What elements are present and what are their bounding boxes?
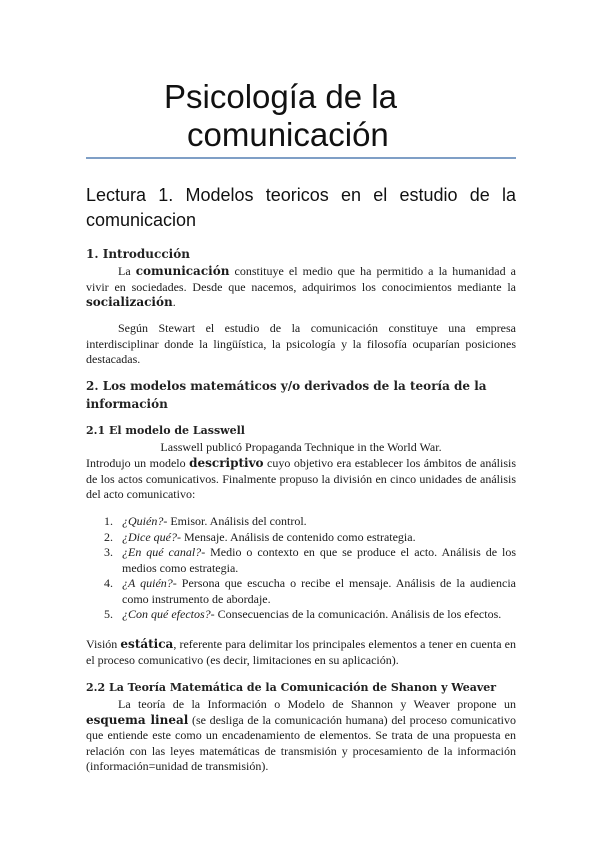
vision-paragraph: Visión estática, referente para delimitar los principales elementos a tener en cuenta en el proceso comunicativo (es decir, limitaciones en su aplicación).	[86, 637, 516, 667]
subsection-2-1-heading: 2.1 El modelo de Lasswell	[86, 424, 245, 437]
shannon-paragraph: La teoría de la Información o Modelo de Shannon y Weaver propone un esquema lineal (se desliga de la comunicación humana) del proceso comunicativo que entiende este como un encadenamiento de elementos. Se trata de una propuesta en relación con las leyes matemáticas de transmisión y procesamiento de la información (información=unidad de transmisión).	[86, 697, 516, 773]
lecture-heading: Lectura 1. Modelos teoricos en el estudio de la comunicacion	[86, 185, 516, 230]
subsection-2-2-heading: 2.2 La Teoría Matemática de la Comunicación de Shanon y Weaver	[86, 681, 497, 694]
list-item: 2. ¿Dice qué?- Mensaje. Análisis de contenido como estrategia.	[104, 529, 416, 544]
title-line-1: Psicología de la	[164, 78, 397, 115]
lasswell-intro: Introdujo un modelo descriptivo cuyo objetivo era establecer los ámbitos de análisis de los actos comunicativos. Finalmente propuso la división en cinco unidades de análisis del acto comunicativo:	[86, 456, 517, 501]
lasswell-list	[86, 514, 516, 623]
list-item: 4. ¿A quién?- Persona que escucha o recibe el mensaje. Análisis de la audiencia como instrumento de abordaje.	[104, 576, 516, 606]
list-item: 3. ¿En qué canal?- Medio o contexto en que se produce el acto. Análisis de los medios como estrategia.	[104, 545, 516, 575]
section-1-heading: 1. Introducción	[86, 247, 190, 261]
list-item: 1. ¿Quién?- Emisor. Análisis del control.	[104, 514, 307, 528]
section-1-paragraph-1: La comunicación constituye el medio que ha permitido a la humanidad a vivir en sociedades. Desde que nacemos, adquirimos los conocimientos mediante la socialización.	[86, 264, 517, 309]
list-item: 5. ¿Con qué efectos?- Consecuencias de la comunicación. Análisis de los efectos.	[104, 607, 502, 621]
section-2-heading: 2. Los modelos matemáticos y/o derivados de la teoría de la información	[86, 379, 487, 411]
document-title	[164, 78, 494, 154]
section-1-paragraph-2: Según Stewart el estudio de la comunicación constituye una empresa interdisciplinar donde la lingüística, la psicología y la filosofía ocuparían posiciones destacadas.	[86, 321, 516, 366]
title-divider	[86, 157, 516, 159]
lasswell-line: Lasswell publicó Propaganda Technique in the World War.	[160, 440, 442, 454]
title-line-2: comunicación	[187, 116, 389, 153]
